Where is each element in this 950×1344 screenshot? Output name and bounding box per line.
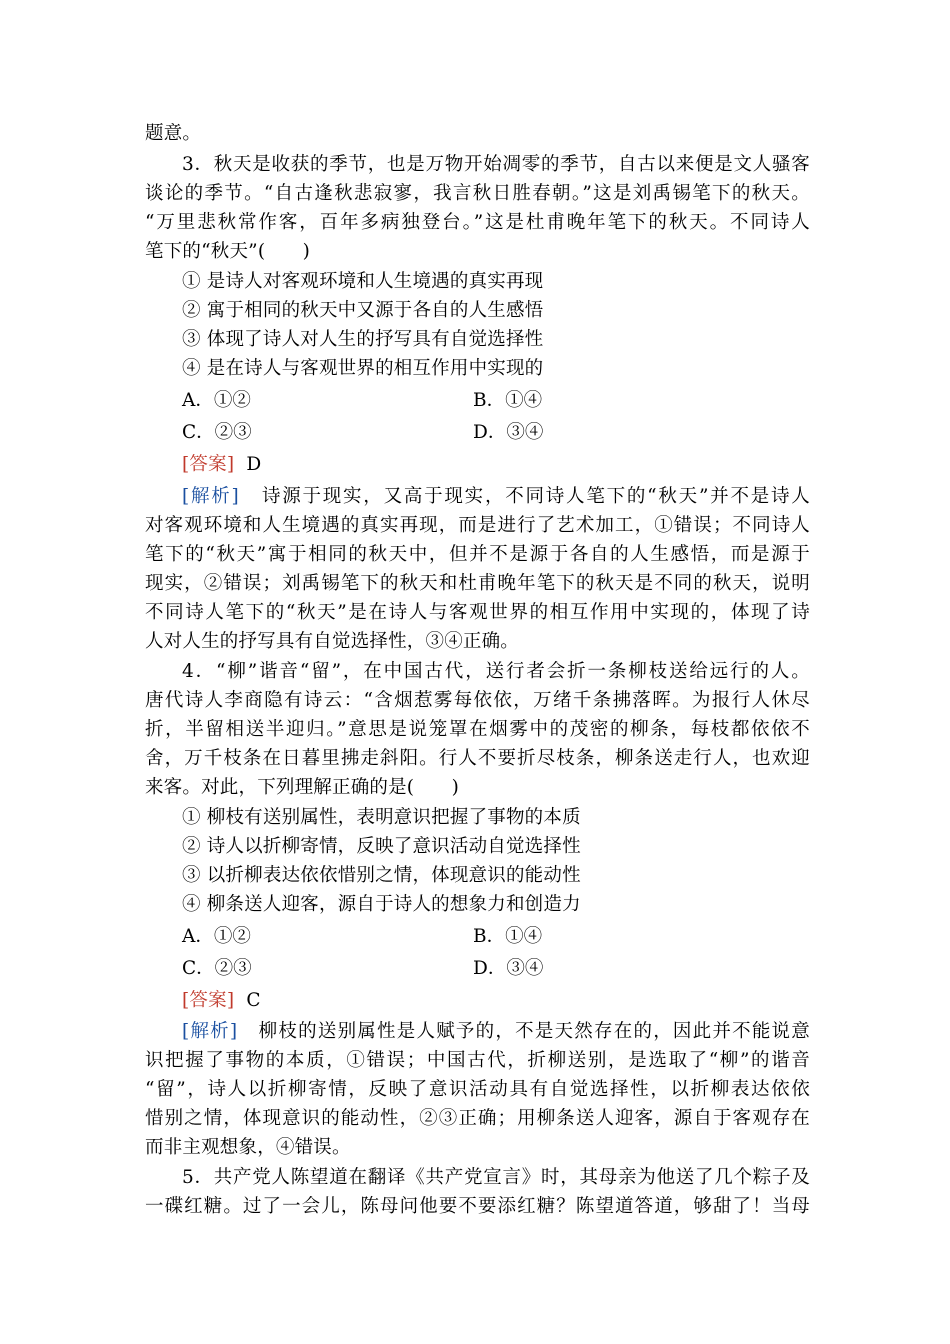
analysis-text: 诗源于现实，又高于现实，不同诗人笔下的“秋天”并不是诗人: [261, 486, 810, 507]
q4-item-2: ② 诗人以折柳寄情，反映了意识活动自觉选择性: [182, 836, 581, 857]
q5-stem-line: 5．共产党人陈望道在翻译《共产党宣言》时，其母亲为他送了几个粽子及: [182, 1167, 810, 1188]
q3-analysis-line: [182, 484, 810, 510]
analysis-text: 柳枝的送别属性是人赋予的，不是天然存在的，因此并不能说意: [258, 1021, 810, 1042]
q3-answer: [182, 452, 810, 478]
answer-value: D: [246, 454, 262, 475]
q3-stem-line: 笔下的“秋天”( ): [145, 241, 311, 262]
q4-option-c: C．②③: [182, 958, 252, 979]
q3-item-2: ② 寓于相同的秋天中又源于各自的人生感悟: [182, 300, 544, 321]
intro-tail: 题意。: [145, 123, 202, 144]
answer-label: [答案]: [182, 990, 235, 1011]
q3-item-3: ③ 体现了诗人对人生的抒写具有自觉选择性: [182, 329, 544, 350]
answer-label: [答案]: [182, 454, 235, 475]
q4-stem-line: 来客。对此，下列理解正确的是( ): [145, 777, 460, 798]
q3-item-1: ① 是诗人对客观环境和人生境遇的真实再现: [182, 271, 544, 292]
q4-answer: [182, 988, 810, 1014]
q3-option-d: D．③④: [473, 422, 544, 443]
q3-stem-line: 3．秋天是收获的季节，也是万物开始凋零的季节，自古以来便是文人骚客: [182, 154, 810, 175]
q3-stem-line: 谈论的季节。“自古逢秋悲寂寥，我言秋日胜春朝。”这是刘禹锡笔下的秋天。: [145, 183, 810, 204]
q3-stem-line: “万里悲秋常作客，百年多病独登台。”这是杜甫晚年笔下的秋天。不同诗人: [145, 212, 810, 233]
q4-analysis-line: 而非主观想象，④错误。: [145, 1137, 351, 1158]
q4-stem-line: 4．“柳”谐音“留”，在中国古代，送行者会折一条柳枝送给远行的人。: [182, 661, 810, 682]
q5-stem-line: 一碟红糖。过了一会儿，陈母问他要不要添红糖？陈望道答道，够甜了！当母: [145, 1196, 810, 1217]
q4-option-b: B．①④: [473, 926, 543, 947]
q3-analysis-line: 对客观环境和人生境遇的真实再现，而是进行了艺术加工，①错误；不同诗人: [145, 515, 810, 536]
analysis-label: [解析]: [182, 1021, 238, 1042]
q4-analysis-line: “留”，诗人以折柳寄情，反映了意识活动具有自觉选择性，以折柳表达依依: [145, 1079, 810, 1100]
answer-value: C: [246, 990, 261, 1011]
q3-analysis-line: 不同诗人笔下的“秋天”是在诗人与客观世界的相互作用中实现的，体现了诗: [145, 602, 810, 623]
q3-analysis-line: 笔下的“秋天”寓于相同的秋天中，但并不是源于各自的人生感悟，而是源于: [145, 544, 810, 565]
q4-option-a: A．①②: [182, 926, 251, 947]
q4-analysis-line: [182, 1019, 810, 1045]
analysis-label: [解析]: [182, 486, 239, 507]
q4-item-3: ③ 以折柳表达依依惜别之情，体现意识的能动性: [182, 865, 581, 886]
q4-stem-line: 唐代诗人李商隐有诗云：“含烟惹雾每依依，万绪千条拂落晖。为报行人休尽: [145, 690, 810, 711]
q3-item-4: ④ 是在诗人与客观世界的相互作用中实现的: [182, 358, 544, 379]
q4-item-1: ① 柳枝有送别属性，表明意识把握了事物的本质: [182, 807, 581, 828]
q3-option-b: B．①④: [473, 390, 543, 411]
q4-option-d: D．③④: [473, 958, 544, 979]
q3-analysis-line: 人对人生的抒写具有自觉选择性，③④正确。: [145, 631, 520, 652]
q4-item-4: ④ 柳条送人迎客，源自于诗人的想象力和创造力: [182, 894, 581, 915]
q4-stem-line: 折，半留相送半迎归。”意思是说笼罩在烟雾中的茂密的柳条，每枝都依依不: [145, 719, 810, 740]
q4-stem-line: 舍，万千枝条在日暮里拂走斜阳。行人不要折尽枝条，柳条送走行人，也欢迎: [145, 748, 810, 769]
q3-analysis-line: 现实，②错误；刘禹锡笔下的秋天和杜甫晚年笔下的秋天是不同的秋天，说明: [145, 573, 810, 594]
q4-analysis-line: 惜别之情，体现意识的能动性，②③正确；用柳条送人迎客，源自于客观存在: [145, 1108, 810, 1129]
q3-option-a: A．①②: [182, 390, 251, 411]
q4-analysis-line: 识把握了事物的本质，①错误；中国古代，折柳送别，是选取了“柳”的谐音: [145, 1050, 810, 1071]
q3-option-c: C．②③: [182, 422, 252, 443]
